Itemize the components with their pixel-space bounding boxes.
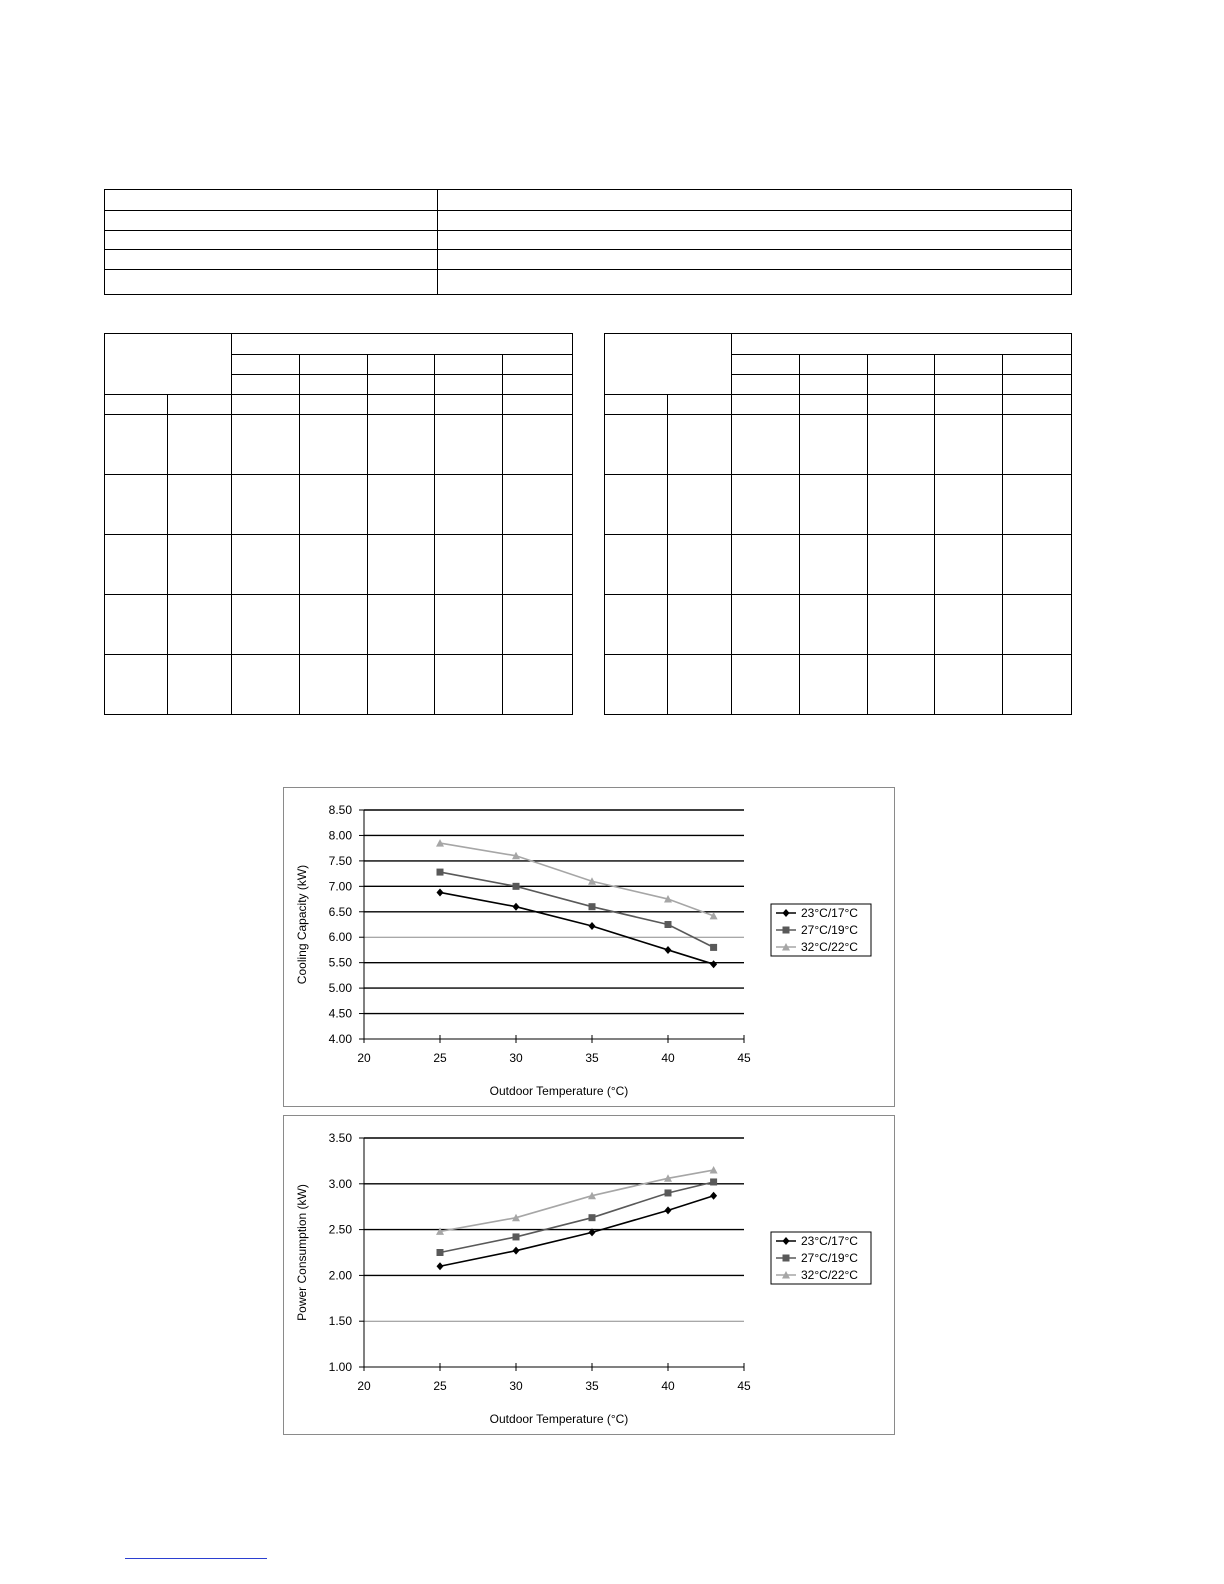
- x-tick-label: 20: [357, 1051, 371, 1065]
- data-point: [437, 869, 444, 876]
- y-tick-label: 8.50: [328, 803, 352, 817]
- y-tick-label: 6.00: [328, 930, 352, 945]
- table-cell: [105, 535, 168, 595]
- table-row: [605, 334, 1072, 355]
- table-cell: [300, 415, 368, 475]
- data-point: [437, 1249, 444, 1256]
- table-cell: [300, 475, 368, 535]
- y-tick-label: 3.50: [328, 1131, 352, 1145]
- data-point: [710, 944, 717, 951]
- data-point: [589, 922, 596, 930]
- table-cell: [368, 415, 435, 475]
- legend-label: 27°C/19°C: [801, 1251, 858, 1265]
- data-point: [513, 1233, 520, 1240]
- x-tick-label: 25: [433, 1051, 447, 1065]
- table-cell: [868, 535, 935, 595]
- table-cell: [1003, 375, 1072, 395]
- table-cell: [105, 334, 232, 395]
- table-cell: [935, 355, 1003, 375]
- table-cell: [105, 231, 438, 250]
- table-cell: [668, 475, 732, 535]
- table-cell: [868, 375, 935, 395]
- table-cell: [605, 415, 668, 475]
- table-cell: [732, 355, 800, 375]
- table-cell: [300, 375, 368, 395]
- table-cell: [800, 395, 868, 415]
- table-row: [105, 190, 1072, 211]
- table-cell: [732, 415, 800, 475]
- table-cell: [935, 595, 1003, 655]
- table-cell: [300, 535, 368, 595]
- y-tick-label: 7.50: [328, 853, 352, 868]
- table-cell: [1003, 355, 1072, 375]
- table-cell: [732, 535, 800, 595]
- y-axis-label: Cooling Capacity (kW): [295, 864, 309, 985]
- table-cell: [368, 395, 435, 415]
- table-cell: [232, 395, 300, 415]
- y-tick-label: 5.00: [328, 981, 352, 996]
- table-cell: [868, 475, 935, 535]
- table-cell: [935, 375, 1003, 395]
- table-cell: [232, 475, 300, 535]
- y-tick-label: 7.00: [328, 879, 352, 894]
- table-cell: [605, 334, 732, 395]
- data-point: [710, 1192, 717, 1200]
- table-cell: [368, 535, 435, 595]
- legend-label: 23°C/17°C: [801, 1234, 858, 1248]
- y-tick-label: 3.00: [328, 1176, 352, 1191]
- x-tick-label: 45: [737, 1379, 751, 1393]
- table-cell: [503, 475, 573, 535]
- table-cell: [438, 270, 1072, 295]
- x-tick-label: 40: [661, 1051, 675, 1065]
- table-cell: [105, 415, 168, 475]
- cooling-capacity-chart: [284, 788, 894, 1106]
- y-tick-label: 8.00: [328, 828, 352, 843]
- table-cell: [438, 211, 1072, 231]
- table-cell: [503, 375, 573, 395]
- table-cell: [438, 250, 1072, 270]
- series-line: [440, 1196, 714, 1267]
- table-cell: [732, 595, 800, 655]
- table-cell: [232, 655, 300, 715]
- legend-label: 32°C/22°C: [801, 1268, 858, 1282]
- table-cell: [105, 190, 438, 211]
- table-cell: [605, 595, 668, 655]
- table-cell: [1003, 415, 1072, 475]
- table-cell: [232, 334, 573, 355]
- table-cell: [105, 395, 168, 415]
- x-tick-label: 35: [585, 1379, 599, 1393]
- table-cell: [300, 355, 368, 375]
- power-consumption-chart: [284, 1116, 894, 1434]
- table-cell: [168, 395, 232, 415]
- legend-label: 32°C/22°C: [801, 940, 858, 954]
- table-cell: [605, 475, 668, 535]
- data-point: [437, 888, 444, 896]
- table-cell: [1003, 595, 1072, 655]
- table-cell: [503, 355, 573, 375]
- table-row: [105, 334, 573, 355]
- table-cell: [668, 655, 732, 715]
- table-row: [105, 395, 573, 415]
- table-cell: [868, 395, 935, 415]
- table-cell: [605, 535, 668, 595]
- table-cell: [868, 415, 935, 475]
- table-cell: [435, 535, 503, 595]
- table-row: [605, 475, 1072, 535]
- table-row: [605, 655, 1072, 715]
- performance-table-right: [604, 333, 1072, 715]
- table-row: [105, 475, 573, 535]
- legend-label: 23°C/17°C: [801, 906, 858, 920]
- x-tick-label: 25: [433, 1379, 447, 1393]
- table-cell: [368, 655, 435, 715]
- table-cell: [668, 395, 732, 415]
- data-point: [665, 946, 672, 954]
- table-cell: [605, 655, 668, 715]
- data-point: [665, 1189, 672, 1196]
- table-cell: [435, 395, 503, 415]
- y-tick-label: 1.00: [328, 1360, 352, 1374]
- table-cell: [435, 375, 503, 395]
- footer-rule: [125, 1558, 267, 1559]
- table-cell: [168, 415, 232, 475]
- legend-label: 27°C/19°C: [801, 923, 858, 937]
- table-cell: [868, 355, 935, 375]
- data-point: [437, 1262, 444, 1270]
- table-cell: [800, 655, 868, 715]
- table-cell: [800, 355, 868, 375]
- table-cell: [868, 655, 935, 715]
- square-marker-icon: [783, 927, 790, 934]
- y-tick-label: 5.50: [328, 955, 352, 970]
- table-row: [105, 535, 573, 595]
- table-cell: [732, 655, 800, 715]
- table-cell: [1003, 655, 1072, 715]
- y-tick-label: 6.50: [328, 904, 352, 919]
- table-cell: [168, 595, 232, 655]
- performance-table-left: [104, 333, 573, 715]
- table-cell: [868, 595, 935, 655]
- data-point: [710, 960, 717, 968]
- table-row: [105, 211, 1072, 231]
- table-cell: [800, 535, 868, 595]
- table-cell: [800, 375, 868, 395]
- table-row: [605, 415, 1072, 475]
- table-cell: [105, 250, 438, 270]
- y-tick-label: 4.00: [328, 1032, 352, 1046]
- table-cell: [435, 475, 503, 535]
- table-cell: [368, 475, 435, 535]
- table-row: [105, 231, 1072, 250]
- power-consumption-chart-frame: [283, 1115, 895, 1435]
- table-cell: [800, 595, 868, 655]
- table-cell: [232, 535, 300, 595]
- data-point: [665, 921, 672, 928]
- table-cell: [105, 211, 438, 231]
- table-row: [105, 415, 573, 475]
- table-cell: [168, 655, 232, 715]
- data-point: [513, 903, 520, 911]
- y-tick-label: 4.50: [328, 1006, 352, 1021]
- table-cell: [1003, 475, 1072, 535]
- table-cell: [1003, 395, 1072, 415]
- table-cell: [300, 395, 368, 415]
- table-cell: [503, 395, 573, 415]
- y-axis-label: Power Consumption (kW): [295, 1184, 309, 1321]
- table-cell: [300, 595, 368, 655]
- table-row: [605, 535, 1072, 595]
- table-cell: [732, 375, 800, 395]
- x-axis-label: Outdoor Temperature (°C): [489, 1412, 629, 1426]
- x-tick-label: 40: [661, 1379, 675, 1393]
- data-point: [513, 1247, 520, 1255]
- table-cell: [435, 355, 503, 375]
- table-cell: [800, 475, 868, 535]
- square-marker-icon: [783, 1255, 790, 1262]
- x-tick-label: 45: [737, 1051, 751, 1065]
- series-line: [440, 1182, 714, 1253]
- y-tick-label: 2.00: [328, 1268, 352, 1283]
- table-cell: [105, 655, 168, 715]
- table-cell: [105, 475, 168, 535]
- series-line: [440, 872, 714, 947]
- table-cell: [503, 655, 573, 715]
- table-cell: [668, 415, 732, 475]
- table-cell: [732, 475, 800, 535]
- table-cell: [668, 535, 732, 595]
- table-cell: [668, 595, 732, 655]
- data-point: [665, 1206, 672, 1214]
- table-cell: [105, 270, 438, 295]
- table-cell: [935, 415, 1003, 475]
- table-cell: [435, 655, 503, 715]
- table-row: [105, 270, 1072, 295]
- spec-table: [104, 189, 1072, 295]
- table-cell: [503, 535, 573, 595]
- table-cell: [368, 595, 435, 655]
- table-cell: [368, 375, 435, 395]
- table-cell: [105, 595, 168, 655]
- x-tick-label: 30: [509, 1379, 523, 1393]
- table-cell: [168, 535, 232, 595]
- cooling-capacity-chart-frame: [283, 787, 895, 1107]
- data-point: [589, 1214, 596, 1221]
- x-axis-label: Outdoor Temperature (°C): [489, 1084, 629, 1098]
- table-cell: [438, 190, 1072, 211]
- data-point: [589, 903, 596, 910]
- table-cell: [935, 475, 1003, 535]
- table-cell: [1003, 535, 1072, 595]
- table-cell: [368, 355, 435, 375]
- table-cell: [732, 334, 1072, 355]
- table-cell: [300, 655, 368, 715]
- table-cell: [935, 655, 1003, 715]
- x-tick-label: 30: [509, 1051, 523, 1065]
- table-cell: [168, 475, 232, 535]
- table-row: [605, 595, 1072, 655]
- table-cell: [438, 231, 1072, 250]
- table-cell: [800, 415, 868, 475]
- data-point: [513, 883, 520, 890]
- table-cell: [232, 595, 300, 655]
- data-point: [710, 1178, 717, 1185]
- x-tick-label: 35: [585, 1051, 599, 1065]
- table-row: [105, 595, 573, 655]
- table-cell: [503, 415, 573, 475]
- x-tick-label: 20: [357, 1379, 371, 1393]
- table-row: [105, 655, 573, 715]
- table-cell: [935, 395, 1003, 415]
- table-cell: [232, 355, 300, 375]
- table-cell: [503, 595, 573, 655]
- table-cell: [935, 535, 1003, 595]
- table-cell: [435, 595, 503, 655]
- table-cell: [605, 395, 668, 415]
- table-row: [105, 250, 1072, 270]
- y-tick-label: 1.50: [328, 1314, 352, 1329]
- table-row: [605, 395, 1072, 415]
- table-cell: [435, 415, 503, 475]
- table-cell: [732, 395, 800, 415]
- table-cell: [232, 375, 300, 395]
- table-cell: [232, 415, 300, 475]
- y-tick-label: 2.50: [328, 1222, 352, 1237]
